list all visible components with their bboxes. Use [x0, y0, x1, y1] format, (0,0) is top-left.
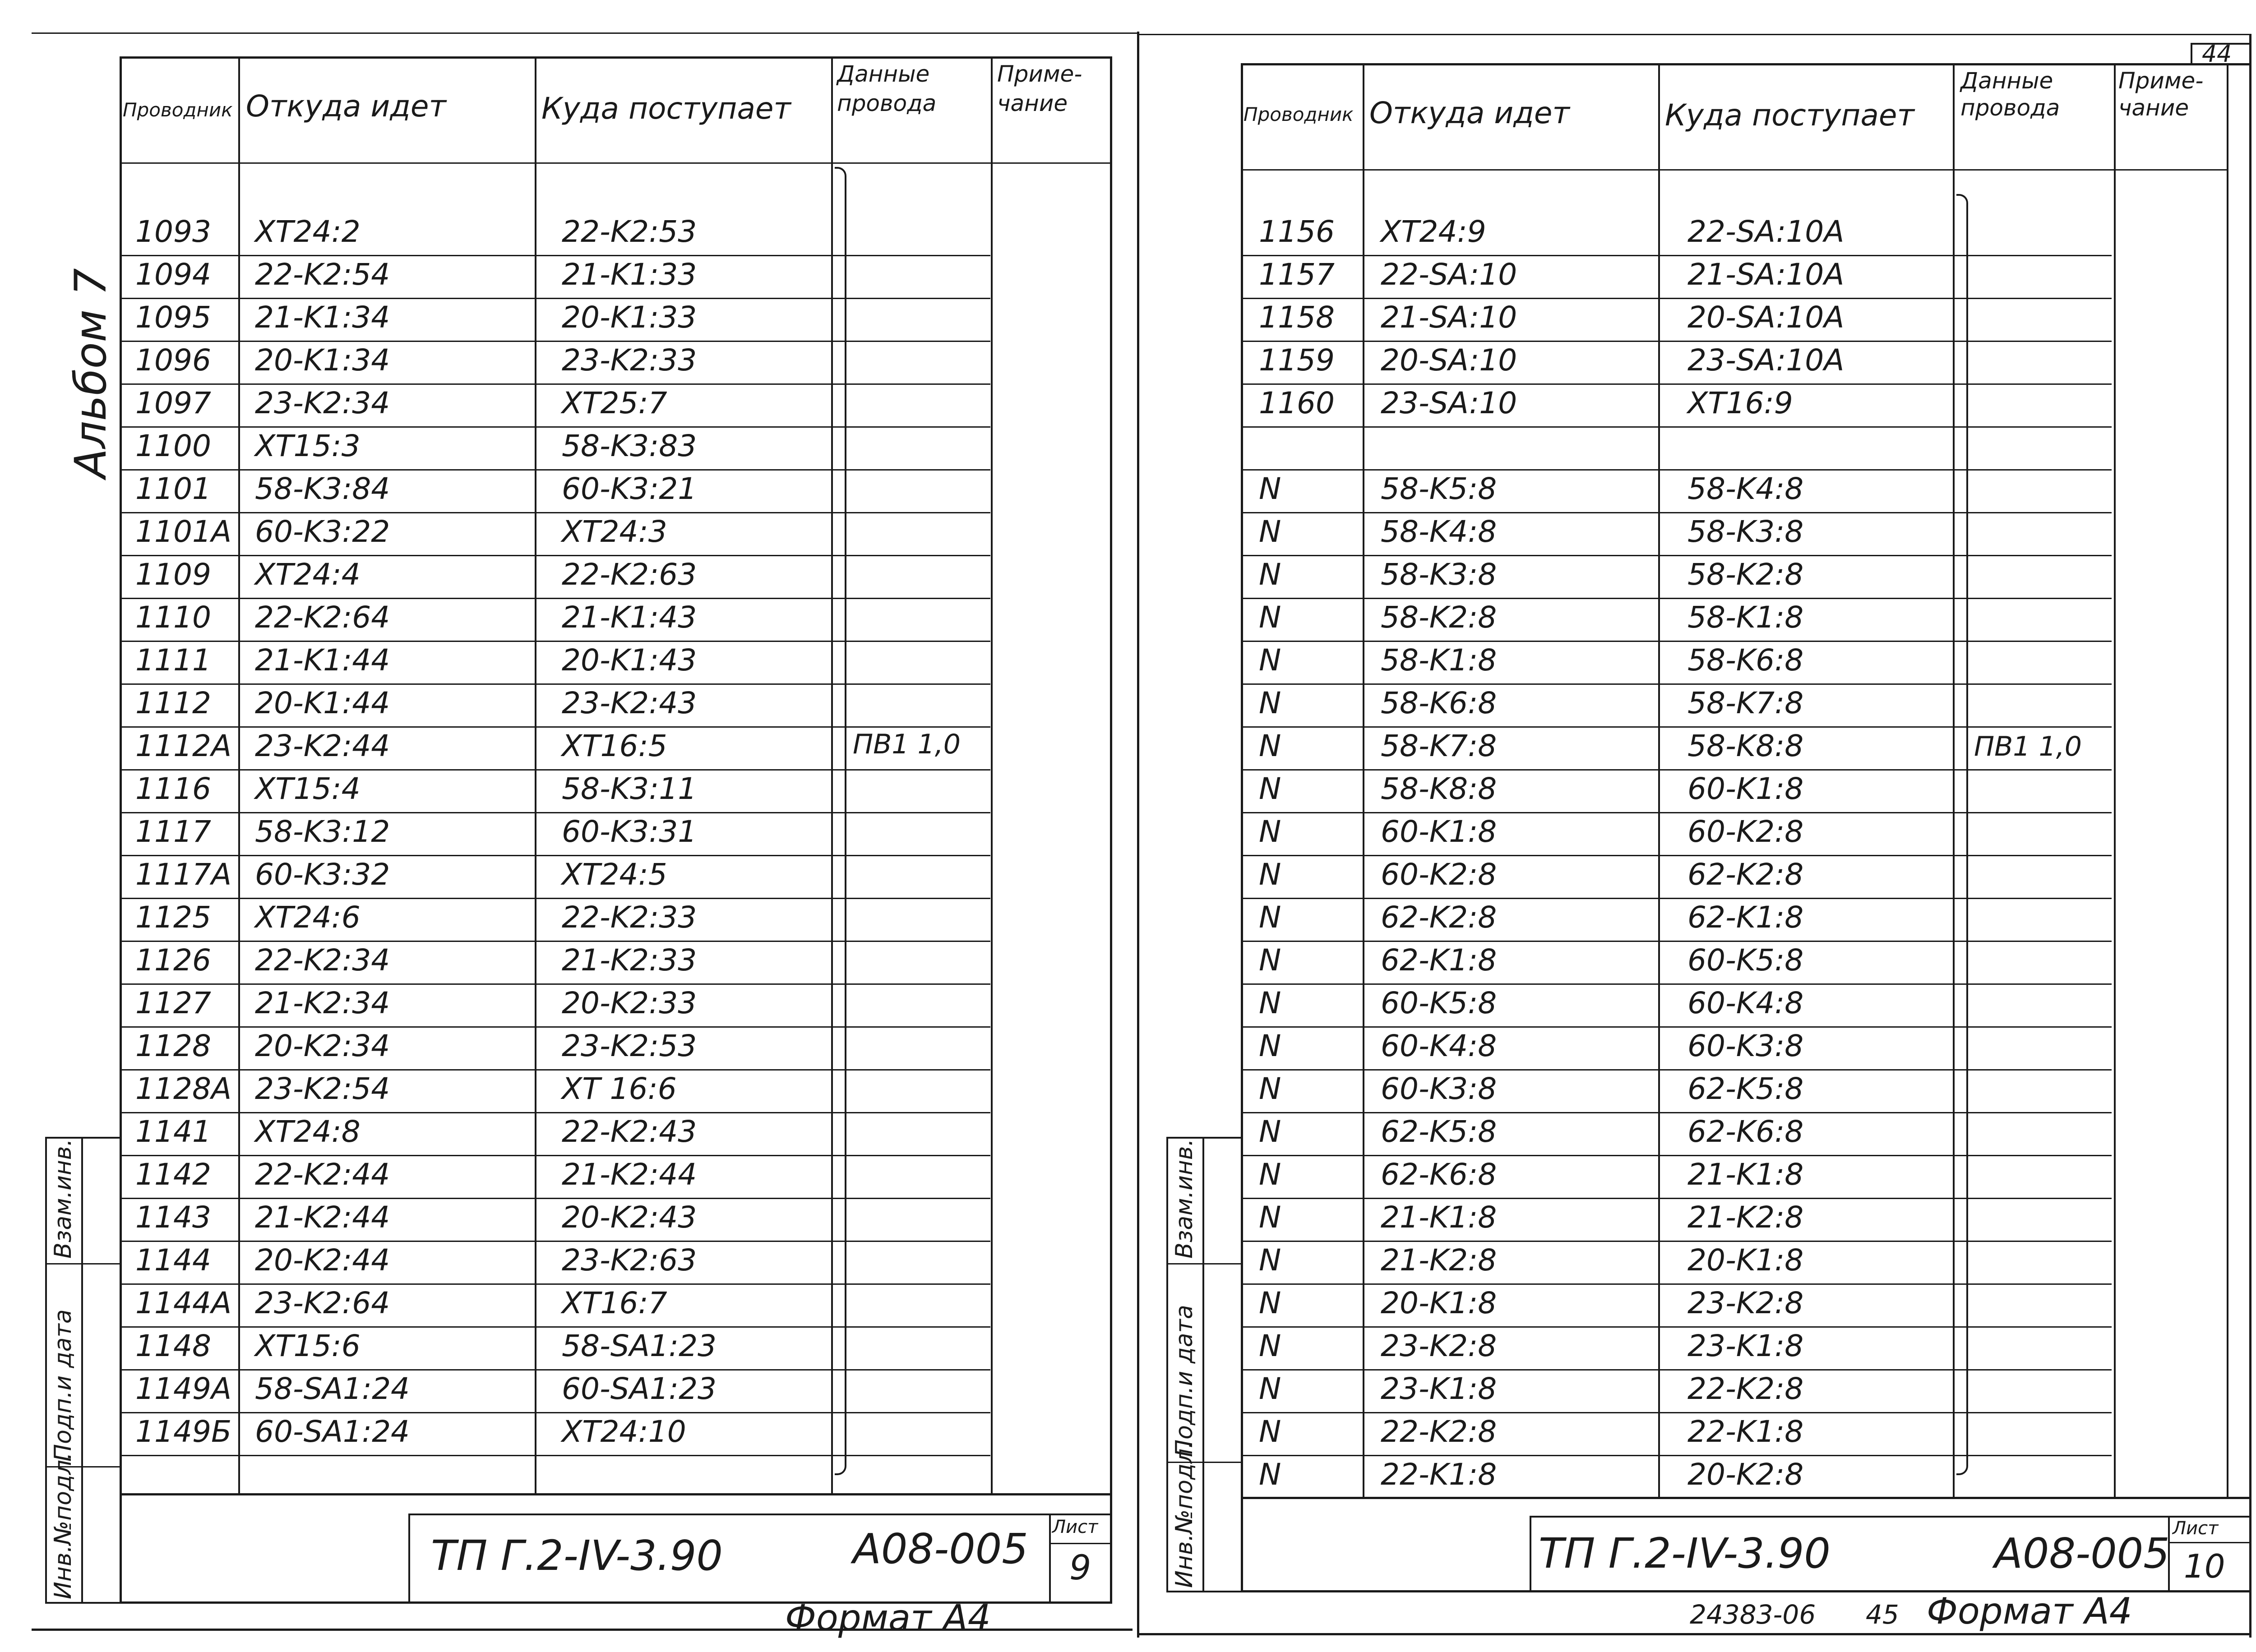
row-to-cell: 20-K2:43	[562, 1200, 697, 1235]
right_sheet-row-line	[1241, 726, 2112, 728]
row-from-cell: 22-K2:8	[1381, 1414, 1497, 1449]
row-wire-cell: N	[1259, 771, 1281, 806]
row-from-cell: 60-K3:22	[255, 514, 390, 549]
row-to-cell: XT24:10	[562, 1414, 686, 1449]
row-from-cell: 23-SA:10	[1381, 386, 1517, 420]
right_sheet-row-line	[1241, 941, 2112, 942]
row-from-cell: 22-K2:64	[255, 600, 390, 635]
row-wire-cell: N	[1259, 943, 1281, 978]
left-col-wire-header: Проводник	[123, 99, 233, 121]
row-to-cell: 62-K6:8	[1687, 1114, 1804, 1149]
row-to-cell: XT16:5	[562, 729, 667, 763]
right_sheet-row-line	[1241, 1155, 2112, 1156]
row-to-cell: 60-K3:31	[562, 814, 697, 849]
right-doc-number: А08-005	[1994, 1529, 2170, 1578]
row-wire-cell: N	[1259, 1286, 1281, 1320]
row-wire-cell: 1109	[135, 557, 211, 592]
row-to-cell: 21-K1:33	[562, 257, 697, 292]
row-from-cell: 23-K2:34	[255, 386, 390, 420]
row-wire-cell: 1158	[1259, 300, 1335, 335]
right-col-data-header-1: Данные	[1960, 68, 2053, 94]
row-wire-cell: 1112A	[135, 729, 232, 763]
row-to-cell: 21-K2:44	[562, 1157, 697, 1192]
right_sheet-row-line	[1241, 469, 2112, 471]
row-wire-cell: N	[1259, 1457, 1281, 1492]
row-wire-cell: N	[1259, 1071, 1281, 1106]
row-from-cell: 58-K3:8	[1381, 557, 1497, 592]
row-from-cell: XT24:6	[255, 900, 361, 935]
row-to-cell: 22-K2:53	[562, 214, 697, 249]
row-from-cell: 62-K5:8	[1381, 1114, 1497, 1149]
right-col-note-header-1: Приме-	[2118, 68, 2204, 94]
row-wire-cell: 1112	[135, 686, 211, 720]
row-from-cell: 20-SA:10	[1381, 343, 1517, 378]
row-to-cell: 23-SA:10A	[1687, 343, 1845, 378]
row-from-cell: 20-K2:44	[255, 1243, 390, 1278]
row-wire-cell: 1142	[135, 1157, 211, 1192]
left-doc-code: ТП Г.2-IV-3.90	[431, 1532, 723, 1580]
row-to-cell: 60-K3:8	[1687, 1029, 1804, 1063]
row-from-cell: 21-K2:8	[1381, 1243, 1497, 1278]
right_sheet-row-line	[1241, 898, 2112, 899]
row-to-cell: 22-K2:8	[1687, 1371, 1804, 1406]
row-wire-cell: 1156	[1259, 214, 1335, 249]
row-wire-cell: 1094	[135, 257, 211, 292]
row-to-cell: 23-K2:43	[562, 686, 697, 720]
row-wire-cell: 1117	[135, 814, 211, 849]
row-from-cell: XT24:4	[255, 557, 361, 592]
right_sheet-row-line	[1241, 769, 2112, 771]
row-to-cell: 21-K1:8	[1687, 1157, 1804, 1192]
right_sheet-row-line	[1241, 1412, 2112, 1413]
right-col-wire-header: Проводник	[1244, 103, 1354, 125]
row-to-cell: XT24:5	[562, 857, 667, 892]
row-to-cell: 58-K3:8	[1687, 514, 1804, 549]
row-from-cell: 21-K1:34	[255, 300, 390, 335]
right-page-number: 45	[1866, 1599, 1899, 1630]
left-col-to-header: Куда поступает	[541, 91, 791, 126]
left-col-data-header-2: провода	[837, 90, 937, 116]
row-to-cell: XT16:9	[1687, 386, 1793, 420]
row-wire-cell: 1149A	[135, 1371, 232, 1406]
row-from-cell: 58-K3:84	[255, 471, 390, 506]
row-wire-cell: N	[1259, 814, 1281, 849]
row-wire-cell: 1157	[1259, 257, 1335, 292]
row-to-cell: 58-K3:83	[562, 429, 697, 463]
row-wire-cell: N	[1259, 986, 1281, 1020]
right_sheet-row-line	[1241, 383, 2112, 385]
row-to-cell: 20-SA:10A	[1687, 300, 1845, 335]
left-stamp-podp: Подп.и дата	[50, 1309, 77, 1462]
row-to-cell: 22-K1:8	[1687, 1414, 1804, 1449]
row-wire-cell: 1111	[135, 643, 211, 678]
right_sheet-row-line	[1241, 1026, 2112, 1028]
row-wire-cell: N	[1259, 1243, 1281, 1278]
row-to-cell: 23-K2:8	[1687, 1286, 1804, 1320]
row-wire-cell: 1159	[1259, 343, 1335, 378]
row-to-cell: 60-K2:8	[1687, 814, 1804, 849]
row-to-cell: 22-K2:33	[562, 900, 697, 935]
row-wire-cell: 1096	[135, 343, 211, 378]
right-col-from-header: Откуда идет	[1369, 96, 1570, 130]
row-to-cell: 60-K5:8	[1687, 943, 1804, 978]
right_sheet-row-line	[1241, 341, 2112, 342]
row-wire-cell: N	[1259, 1200, 1281, 1235]
row-from-cell: 58-K6:8	[1381, 686, 1497, 720]
row-wire-cell: N	[1259, 1114, 1281, 1149]
row-wire-cell: 1093	[135, 214, 211, 249]
row-wire-cell: N	[1259, 1414, 1281, 1449]
right_sheet-row-line	[1241, 426, 2112, 428]
row-to-cell: 58-K1:8	[1687, 600, 1804, 635]
row-from-cell: 60-K1:8	[1381, 814, 1497, 849]
row-from-cell: 60-K4:8	[1381, 1029, 1497, 1063]
right-doc-code: ТП Г.2-IV-3.90	[1539, 1529, 1831, 1578]
row-wire-cell: N	[1259, 643, 1281, 678]
row-wire-cell: 1141	[135, 1114, 211, 1149]
row-wire-cell: N	[1259, 1371, 1281, 1406]
right_sheet-row-line	[1241, 1283, 2112, 1285]
row-wire-cell: 1160	[1259, 386, 1335, 420]
row-to-cell: 21-SA:10A	[1687, 257, 1845, 292]
left-col-note-header-2: чание	[997, 90, 1068, 116]
right-stamp-vzam: Взам.инв.	[1171, 1139, 1198, 1259]
right-stamp-podp: Подп.и дата	[1171, 1305, 1198, 1457]
row-wire-cell: N	[1259, 1157, 1281, 1192]
row-from-cell: XT15:4	[255, 771, 361, 806]
row-to-cell: XT24:3	[562, 514, 667, 549]
row-to-cell: 22-SA:10A	[1687, 214, 1845, 249]
left-sheet-number: 9	[1069, 1547, 1091, 1587]
right-corner-number: 44	[2202, 41, 2232, 68]
row-to-cell: 58-K3:11	[562, 771, 697, 806]
right_sheet-row-line	[1241, 1455, 2112, 1456]
right-sheet-number: 10	[2184, 1547, 2225, 1585]
right_sheet-row-line	[1241, 1369, 2112, 1371]
right-col-data-header-2: провода	[1960, 95, 2060, 121]
row-from-cell: 58-K7:8	[1381, 729, 1497, 763]
row-from-cell: XT24:2	[255, 214, 361, 249]
right_sheet-row-line	[1241, 1112, 2112, 1113]
row-from-cell: 20-K1:44	[255, 686, 390, 720]
row-to-cell: 20-K2:33	[562, 986, 697, 1020]
row-from-cell: 21-K2:44	[255, 1200, 390, 1235]
album-label: Альбом 7	[65, 268, 116, 478]
row-to-cell: 20-K1:43	[562, 643, 697, 678]
row-wire-cell: 1144	[135, 1243, 211, 1278]
row-to-cell: XT 16:6	[562, 1071, 677, 1106]
row-wire-cell: N	[1259, 686, 1281, 720]
left-sheet-label: Лист	[1052, 1517, 1098, 1537]
row-from-cell: 58-K2:8	[1381, 600, 1497, 635]
row-to-cell: 23-K2:63	[562, 1243, 697, 1278]
row-wire-cell: 1116	[135, 771, 211, 806]
row-from-cell: 20-K1:8	[1381, 1286, 1497, 1320]
left-col-data-header-1: Данные	[837, 61, 930, 87]
right_sheet-row-line	[1241, 555, 2112, 556]
row-to-cell: 60-K3:21	[562, 471, 697, 506]
row-from-cell: 58-SA1:24	[255, 1371, 410, 1406]
right_sheet-row-line	[1241, 641, 2112, 642]
row-wire-cell: N	[1259, 900, 1281, 935]
row-from-cell: XT24:8	[255, 1114, 361, 1149]
right-archive-number: 24383-06	[1690, 1599, 1816, 1630]
row-wire-cell: 1110	[135, 600, 211, 635]
row-to-cell: 23-K2:53	[562, 1029, 697, 1063]
row-to-cell: 21-K2:8	[1687, 1200, 1804, 1235]
row-to-cell: 20-K1:33	[562, 300, 697, 335]
row-from-cell: 23-K2:8	[1381, 1329, 1497, 1363]
row-from-cell: 23-K2:54	[255, 1071, 390, 1106]
row-from-cell: 22-SA:10	[1381, 257, 1517, 292]
row-from-cell: 22-K1:8	[1381, 1457, 1497, 1492]
row-to-cell: 20-K1:8	[1687, 1243, 1804, 1278]
row-from-cell: 22-K2:44	[255, 1157, 390, 1192]
right-stamp-inv: Инв.№подл.	[1171, 1441, 1198, 1588]
row-wire-cell: N	[1259, 857, 1281, 892]
row-wire-cell: N	[1259, 600, 1281, 635]
row-from-cell: 60-K2:8	[1381, 857, 1497, 892]
right_sheet-row-line	[1241, 298, 2112, 299]
row-from-cell: 21-K2:34	[255, 986, 390, 1020]
right_sheet-row-line	[1241, 983, 2112, 985]
right-wire-data: ПВ1 1,0	[1974, 731, 2082, 762]
right_sheet-row-line	[1241, 1198, 2112, 1199]
right_sheet-row-line	[1241, 683, 2112, 685]
row-from-cell: XT15:6	[255, 1329, 361, 1363]
right-sheet-label: Лист	[2173, 1518, 2219, 1539]
left-col-from-header: Откуда идет	[246, 89, 446, 124]
row-to-cell: 62-K2:8	[1687, 857, 1804, 892]
row-from-cell: 62-K6:8	[1381, 1157, 1497, 1192]
row-from-cell: 20-K1:34	[255, 343, 390, 378]
row-to-cell: 58-K4:8	[1687, 471, 1804, 506]
row-to-cell: 21-K1:43	[562, 600, 697, 635]
row-wire-cell: 1149Б	[135, 1414, 232, 1449]
row-wire-cell: 1148	[135, 1329, 211, 1363]
row-from-cell: 23-K1:8	[1381, 1371, 1497, 1406]
row-from-cell: 58-K8:8	[1381, 771, 1497, 806]
row-wire-cell: 1128	[135, 1029, 211, 1063]
right_sheet-row-line	[1241, 598, 2112, 599]
left-wire-data: ПВ1 1,0	[853, 729, 961, 760]
row-wire-cell: 1128A	[135, 1071, 232, 1106]
row-from-cell: 22-K2:34	[255, 943, 390, 978]
row-wire-cell: 1144A	[135, 1286, 232, 1320]
right_sheet-row-line	[1241, 812, 2112, 813]
row-to-cell: 58-K2:8	[1687, 557, 1804, 592]
row-from-cell: 58-K3:12	[255, 814, 390, 849]
row-from-cell: 21-K1:44	[255, 643, 390, 678]
row-to-cell: 23-K2:33	[562, 343, 697, 378]
row-wire-cell: N	[1259, 471, 1281, 506]
left-format-label: Формат А4	[785, 1597, 991, 1639]
row-from-cell: 58-K5:8	[1381, 471, 1497, 506]
row-from-cell: 20-K2:34	[255, 1029, 390, 1063]
row-from-cell: XT15:3	[255, 429, 361, 463]
row-from-cell: 62-K1:8	[1381, 943, 1497, 978]
row-from-cell: 21-K1:8	[1381, 1200, 1497, 1235]
row-to-cell: 22-K2:43	[562, 1114, 697, 1149]
row-from-cell: 23-K2:44	[255, 729, 390, 763]
row-from-cell: 62-K2:8	[1381, 900, 1497, 935]
right_sheet-row-line	[1241, 855, 2112, 856]
row-from-cell: 22-K2:54	[255, 257, 390, 292]
right-wire-data-brace	[1956, 194, 1968, 1475]
right_sheet-row-line	[1241, 1241, 2112, 1242]
row-to-cell: 58-K8:8	[1687, 729, 1804, 763]
right_sheet-row-line	[1241, 255, 2112, 256]
row-to-cell: XT25:7	[562, 386, 667, 420]
row-wire-cell: 1126	[135, 943, 211, 978]
left-doc-number: А08-005	[853, 1525, 1028, 1573]
row-wire-cell: 1101A	[135, 514, 232, 549]
row-to-cell: XT16:7	[562, 1286, 667, 1320]
row-to-cell: 23-K1:8	[1687, 1329, 1804, 1363]
row-wire-cell: N	[1259, 1029, 1281, 1063]
row-wire-cell: 1095	[135, 300, 211, 335]
row-wire-cell: 1143	[135, 1200, 211, 1235]
right-col-to-header: Куда поступает	[1665, 98, 1914, 133]
row-to-cell: 60-K1:8	[1687, 771, 1804, 806]
right_sheet-row-line	[1241, 1069, 2112, 1071]
row-wire-cell: 1101	[135, 471, 211, 506]
row-to-cell: 60-SA1:23	[562, 1371, 717, 1406]
row-to-cell: 58-SA1:23	[562, 1329, 717, 1363]
row-from-cell: 58-K1:8	[1381, 643, 1497, 678]
row-from-cell: 21-SA:10	[1381, 300, 1517, 335]
row-wire-cell: 1127	[135, 986, 211, 1020]
row-wire-cell: 1117A	[135, 857, 232, 892]
row-to-cell: 20-K2:8	[1687, 1457, 1804, 1492]
row-from-cell: XT24:9	[1381, 214, 1486, 249]
row-from-cell: 60-SA1:24	[255, 1414, 410, 1449]
row-wire-cell: N	[1259, 557, 1281, 592]
row-wire-cell: N	[1259, 1329, 1281, 1363]
right-col-note-header-2: чание	[2118, 95, 2189, 121]
row-to-cell: 58-K7:8	[1687, 686, 1804, 720]
row-to-cell: 62-K5:8	[1687, 1071, 1804, 1106]
left-col-note-header-1: Приме-	[997, 61, 1082, 87]
left-stamp-vzam: Взам.инв.	[50, 1139, 77, 1259]
row-to-cell: 60-K4:8	[1687, 986, 1804, 1020]
row-from-cell: 60-K3:32	[255, 857, 390, 892]
row-wire-cell: N	[1259, 514, 1281, 549]
row-from-cell: 60-K5:8	[1381, 986, 1497, 1020]
row-wire-cell: N	[1259, 729, 1281, 763]
left-stamp-inv: Инв.№подл.	[50, 1452, 77, 1599]
row-wire-cell: 1097	[135, 386, 211, 420]
row-from-cell: 58-K4:8	[1381, 514, 1497, 549]
row-to-cell: 62-K1:8	[1687, 900, 1804, 935]
row-wire-cell: 1125	[135, 900, 211, 935]
row-wire-cell: 1100	[135, 429, 211, 463]
row-to-cell: 21-K2:33	[562, 943, 697, 978]
row-to-cell: 22-K2:63	[562, 557, 697, 592]
right_sheet-row-line	[1241, 512, 2112, 513]
right-format-label: Формат А4	[1927, 1590, 2132, 1632]
row-from-cell: 23-K2:64	[255, 1286, 390, 1320]
row-to-cell: 58-K6:8	[1687, 643, 1804, 678]
right_sheet-row-line	[1241, 1326, 2112, 1328]
row-from-cell: 60-K3:8	[1381, 1071, 1497, 1106]
